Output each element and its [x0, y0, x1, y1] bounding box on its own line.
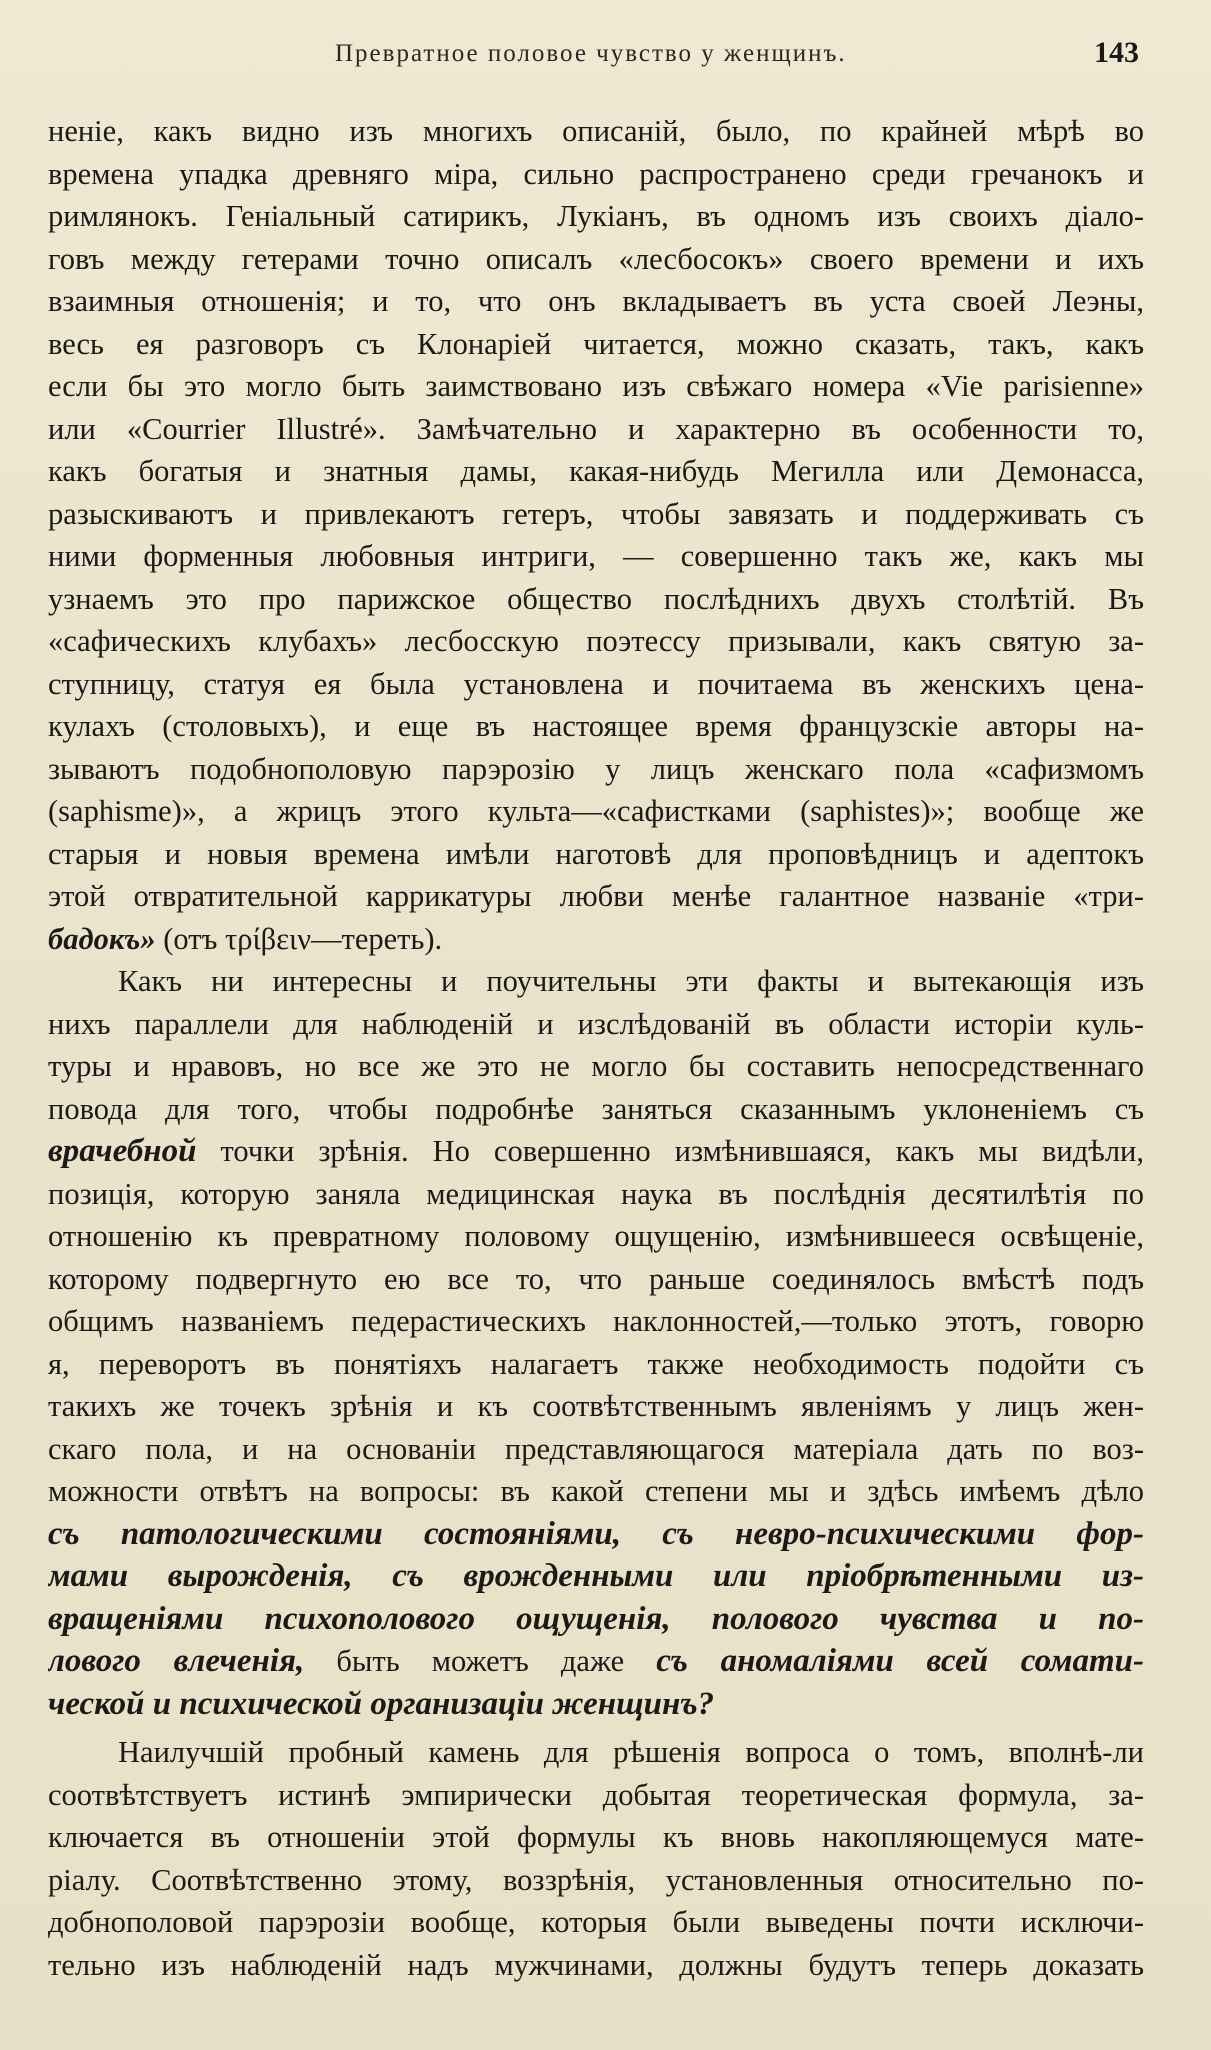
- text-line: неніе, какъ видно изъ многихъ описаній, было, по крайней мѣрѣ во: [48, 114, 1144, 148]
- italic-term: бадокъ»: [48, 921, 156, 956]
- text-line: Какъ ни интересны и поучительны эти факты и вытекающія изъ: [118, 964, 1144, 998]
- text-line: времена упадка древняго міра, сильно распространено среди гречанокъ и: [48, 156, 1144, 191]
- running-title: Превратное половое чувство у женщинъ.: [335, 40, 847, 67]
- text-line: ріалу. Соотвѣтственно этому, воззрѣнія, установленныя относительно по-: [48, 1862, 1144, 1897]
- text-line: разыскиваютъ и привлекаютъ гетеръ, чтобы завязать и поддерживать съ: [48, 496, 1144, 531]
- text-line: взаимныя отношенія; и то, что онъ вкладываетъ въ уста своей Леэны,: [48, 284, 1144, 318]
- text-line: нихъ параллели для наблюденій и изслѣдованій въ области исторіи куль-: [48, 1006, 1144, 1041]
- text-line: общимъ названіемъ педерастическихъ наклонностей,—только этотъ, говорю: [48, 1304, 1144, 1338]
- italic-term: съ аномаліями всей сомати-: [656, 1643, 1144, 1679]
- text-line: повода для того, чтобы подробнѣе заняться сказаннымъ уклоненіемъ съ: [48, 1091, 1144, 1126]
- text-line: ступницу, статуя ея была установлена и почитаема въ женскихъ цена-: [48, 666, 1144, 701]
- text-line: [48, 918, 1144, 961]
- italic-term: лового влеченія,: [48, 1643, 305, 1679]
- text-line: тельно изъ наблюденій надъ мужчинами, должны будутъ теперь доказать: [48, 1947, 1144, 1982]
- text-line: добнополовой парэрозіи вообще, которыя были выведены почти исключи-: [48, 1905, 1144, 1939]
- line-fragment: быть можетъ даже: [304, 1644, 657, 1678]
- emphasized-line: ческой и психической организаціи женщинъ?: [48, 1685, 715, 1722]
- text-line: ними форменныя любовныя интриги, — совершенно такъ же, какъ мы: [48, 539, 1144, 573]
- text-line: весь ея разговоръ съ Клонаріей читается, можно сказать, такъ, какъ: [48, 326, 1144, 361]
- line-fragment: (отъ τρίβειν—тереть).: [155, 921, 443, 956]
- text-line: говъ между гетерами точно описалъ «лесбосокъ» своего времени и ихъ: [48, 241, 1144, 276]
- line-fragment: точки зрѣнія. Но совершенно измѣнившаяся, какъ мы видѣли,: [196, 1134, 1144, 1168]
- text-line: скаго пола, и на основаніи представляющагося матеріала дать по воз-: [48, 1431, 1144, 1466]
- text-line: (saphisme)», а жрицъ этого культа—«сафистками (saphistes)»; вообще же: [48, 794, 1144, 828]
- text-line: ключается въ отношеніи этой формулы къ вновь накопляющемуся мате-: [48, 1820, 1144, 1854]
- text-line: [48, 1130, 1144, 1173]
- text-line: зываютъ подобнополовую парэрозію у лицъ женскаго пола «сафизмомъ: [48, 751, 1144, 786]
- text-line: [48, 1640, 1144, 1683]
- text-line: какъ богатыя и знатныя дамы, какая-нибудь Мегилла или Демонасса,: [48, 454, 1144, 488]
- text-line: старыя и новыя времена имѣли наготовѣ для проповѣдницъ и адептокъ: [48, 836, 1144, 871]
- text-line: отношенію къ превратному половому ощущенію, измѣнившееся освѣщеніе,: [48, 1219, 1144, 1253]
- emphasized-line: вращеніями психополового ощущенія, полового чувства и по-: [48, 1600, 1144, 1637]
- text-line: туры и нравовъ, но все же это не могло бы составить непосредственнаго: [48, 1049, 1144, 1083]
- page-header: [0, 36, 1211, 80]
- text-line: «сафическихъ клубахъ» лесбосскую поэтессу призывали, какъ святую за-: [48, 624, 1144, 658]
- text-line: кулахъ (столовыхъ), и еще въ настоящее время французскіе авторы на-: [48, 709, 1144, 743]
- paragraph-1: [48, 110, 1144, 960]
- text-line: можности отвѣтъ на вопросы: въ какой степени мы и здѣсь имѣемъ дѣло: [48, 1474, 1144, 1508]
- text-line: соотвѣтствуетъ истинѣ эмпирически добытая теоретическая формула, за-: [48, 1777, 1144, 1812]
- body-text: [48, 110, 1144, 1986]
- text-line: Наилучшій пробный камень для рѣшенія вопроса о томъ, вполнѣ-ли: [118, 1735, 1144, 1769]
- text-line: этой отвратительной каррикатуры любви менѣе галантное названіе «три-: [48, 879, 1144, 913]
- paragraph-3: [48, 1731, 1144, 1986]
- text-line: или «Courrier Illustré». Замѣчательно и характерно въ особенности то,: [48, 411, 1144, 446]
- text-line: я, переворотъ въ понятіяхъ налагаетъ также необходимость подойти съ: [48, 1346, 1144, 1381]
- text-line: римлянокъ. Геніальный сатирикъ, Лукіанъ, въ одномъ изъ своихъ діало-: [48, 199, 1144, 233]
- text-line: которому подвергнуто ею все то, что раньше соединялось вмѣстѣ подъ: [48, 1261, 1144, 1296]
- text-line: узнаемъ это про парижское общество послѣднихъ двухъ столѣтій. Въ: [48, 581, 1144, 616]
- text-line: такихъ же точекъ зрѣнія и къ соотвѣтственнымъ явленіямъ у лицъ жен-: [48, 1389, 1144, 1423]
- page-number: 143: [1094, 36, 1139, 69]
- text-line: позиція, которую заняла медицинская наука въ послѣднія десятилѣтія по: [48, 1176, 1144, 1211]
- italic-term: врачебной: [48, 1133, 197, 1169]
- emphasized-line: мами вырожденія, съ врожденными или пріобрѣтенными из-: [48, 1558, 1144, 1594]
- paragraph-2: [48, 960, 1144, 1725]
- emphasized-line: съ патологическими состояніями, съ невро-психическими фор-: [48, 1515, 1144, 1552]
- text-line: если бы это могло быть заимствовано изъ свѣжаго номера «Vie parisienne»: [48, 369, 1144, 403]
